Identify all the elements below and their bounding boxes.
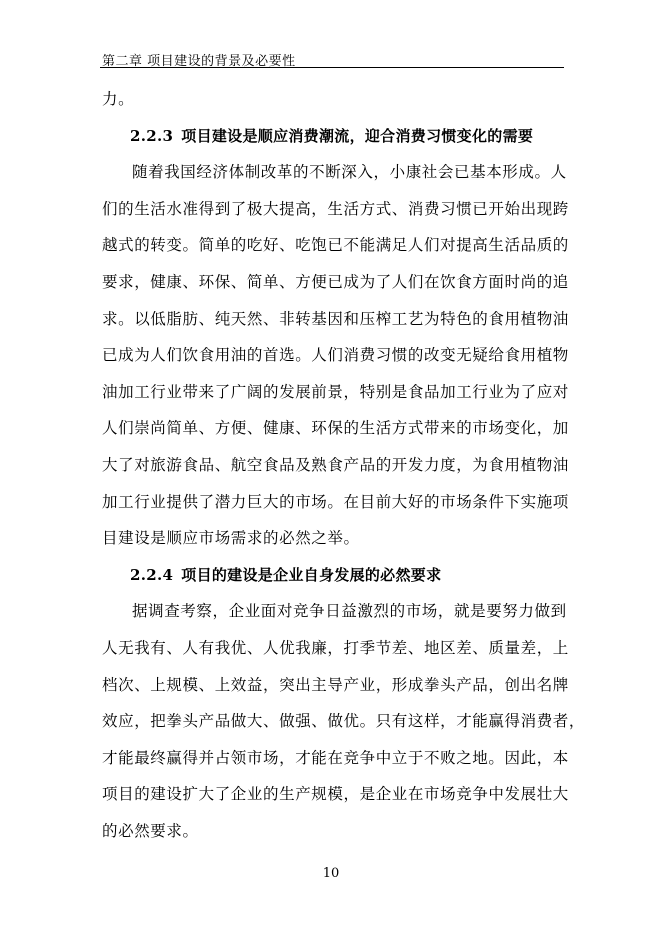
header-rule — [100, 67, 564, 68]
running-header: 第二章 项目建设的背景及必要性 — [102, 54, 296, 69]
section-title: 项目的建设是企业自身发展的必然要求 — [181, 565, 442, 584]
paragraph-line: 才能最终赢得并占领市场，才能在竞争中立于不败之地。因此，本 — [102, 748, 569, 767]
carry-over-line: 力。 — [102, 90, 135, 108]
paragraph-line: 们的生活水准得到了极大提高，生活方式、消费习惯已开始出现跨 — [102, 199, 569, 218]
paragraph-line: 目建设是顺应市场需求的必然之举。 — [102, 529, 360, 548]
paragraph-line: 人无我有、人有我优、人优我廉，打季节差、地区差、质量差，上 — [102, 638, 569, 657]
paragraph-line: 随着我国经济体制改革的不断深入，小康社会已基本形成。人 — [132, 163, 567, 182]
page-number: 10 — [322, 866, 340, 881]
paragraph-line: 要求，健康、环保、简单、方便已成为了人们在饮食方面时尚的追 — [102, 272, 569, 291]
paragraph-line: 档次、上规模、上效益，突出主导产业，形成拳头产品，创出名牌 — [102, 675, 569, 694]
section-number: 2.2.4 — [130, 565, 174, 584]
paragraph-line: 加工行业提供了潜力巨大的市场。在目前大好的市场条件下实施项 — [102, 492, 569, 511]
paragraph-line: 求。以低脂肪、纯天然、非转基因和压榨工艺为特色的食用植物油 — [102, 309, 569, 328]
paragraph-line: 油加工行业带来了广阔的发展前景，特别是食品加工行业为了应对 — [102, 382, 569, 401]
section-number: 2.2.3 — [130, 126, 174, 145]
paragraph-line: 已成为人们饮食用油的首选。人们消费习惯的改变无疑给食用植物 — [102, 346, 569, 365]
section-heading-2-2-3 — [102, 118, 558, 155]
paragraph-line: 据调查考察，企业面对竞争日益激烈的市场，就是要努力做到 — [132, 602, 567, 621]
paragraph-line: 项目的建设扩大了企业的生产规模，是企业在市场竞争中发展壮大 — [102, 785, 569, 804]
document-body — [102, 81, 586, 849]
paragraph-line: 效应，把拳头产品做大、做强、做优。只有这样，才能赢得消费者， — [102, 712, 586, 731]
paragraph-line: 越式的转变。简单的吃好、吃饱已不能满足人们对提高生活品质的 — [102, 236, 569, 255]
section-title: 项目建设是顺应消费潮流，迎合消费习惯变化的需要 — [181, 126, 534, 145]
paragraph-line: 的必然要求。 — [102, 821, 199, 840]
paragraph-line: 人们崇尚简单、方便、健康、环保的生活方式带来的市场变化，加 — [102, 419, 569, 438]
paragraph-line: 大了对旅游食品、航空食品及熟食产品的开发力度，为食用植物油 — [102, 455, 569, 474]
section-heading-2-2-4 — [102, 557, 558, 594]
